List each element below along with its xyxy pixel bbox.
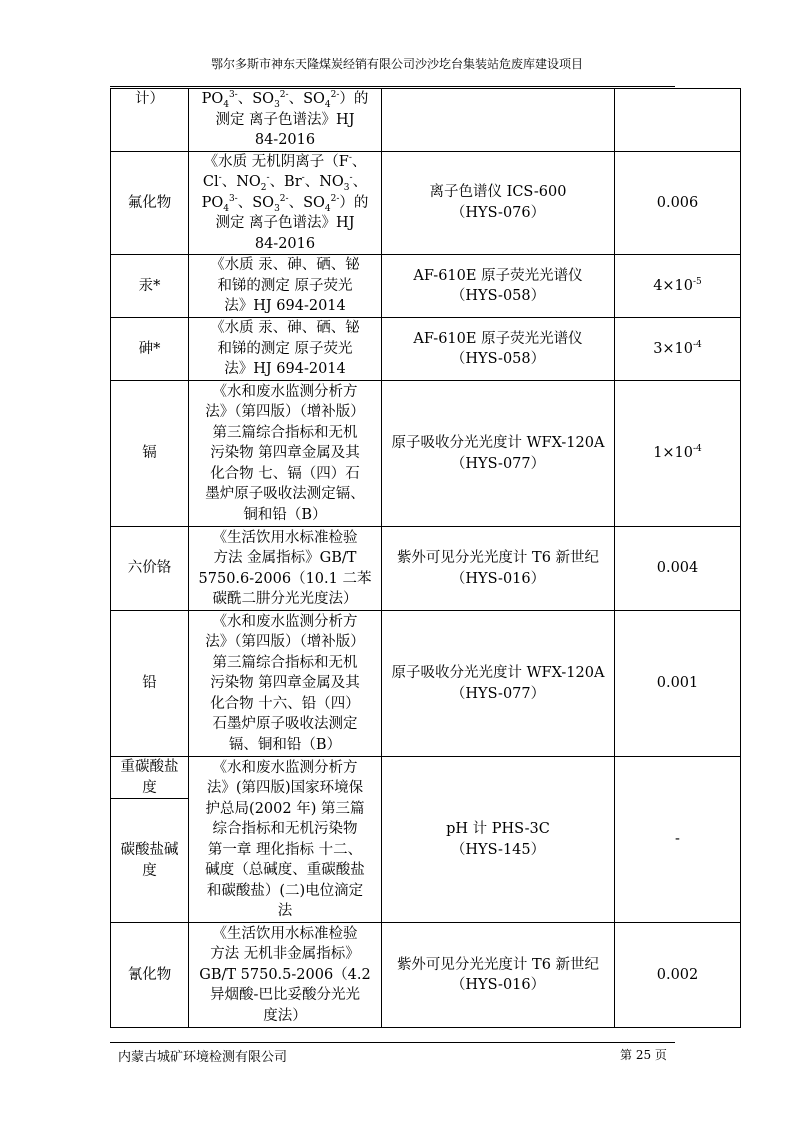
instrument-cell: 原子吸收分光光度计 WFX-120A （HYS-077） xyxy=(382,381,615,527)
instrument-cell: 紫外可见分光光度计 T6 新世纪 （HYS-016） xyxy=(382,527,615,611)
item-cell: 铅 xyxy=(111,611,189,757)
table-row xyxy=(111,923,741,1028)
limit-cell: 0.004 xyxy=(615,527,741,611)
method-cell: 《水和废水监测分析方 法》（第四版）（增补版） 第三篇综合指标和无机 污染物 第四章金属及其 化合物 七、镉（四）石 墨炉原子吸收法测定镉、 铜和铅（B） xyxy=(189,381,382,527)
instrument-cell xyxy=(382,89,615,152)
table-row xyxy=(111,318,741,381)
limit-cell: 0.006 xyxy=(615,151,741,255)
method-cell: 《水和废水监测分析方 法》(第四版)国家环境保 护总局(2002 年) 第三篇 综合指标和无机污染物 第一章 理化指标 十二、 碱度（总碱度、重碳酸盐 和碳酸盐）(二)电位滴定 法 xyxy=(189,757,382,923)
method-cell: 《生活饮用水标准检验 方法 金属指标》GB/T 5750.6-2006（10.1 二苯 碳酰二肼分光光度法） xyxy=(189,527,382,611)
method-cell: 《生活饮用水标准检验 方法 无机非金属指标》 GB/T 5750.5-2006（4.2 异烟酸-巴比妥酸分光光 度法） xyxy=(189,923,382,1028)
table-row xyxy=(111,89,741,152)
limit-cell: $3\times 10^{-4}$ xyxy=(615,318,741,381)
page-header: 鄂尔多斯市神东天隆煤炭经销有限公司沙沙圪台集装站危废库建设项目 xyxy=(210,57,583,71)
instrument-cell: 离子色谱仪 ICS-600 （HYS-076） xyxy=(382,151,615,255)
limit-cell: 0.001 xyxy=(615,611,741,757)
item-cell: 氟化物 xyxy=(111,151,189,255)
header-divider xyxy=(110,86,675,87)
table-row xyxy=(111,611,741,757)
limit-cell xyxy=(615,89,741,152)
footer-divider xyxy=(110,1042,675,1043)
method-cell: 《水质 汞、砷、硒、铋 和锑的测定 原子荧光 法》HJ 694-2014 xyxy=(189,255,382,318)
item-cell: 镉 xyxy=(111,381,189,527)
method-cell: $PO_4^{3-}$、$SO_3^{2-}$、$SO_4^{2-}$）的 测定 离子色谱法》HJ 84-2016 xyxy=(189,89,382,152)
table-row xyxy=(111,527,741,611)
method-cell: 《水质 无机阴离子（F-、 Cl-、$NO_2^-$、Br-、$NO_3^-$、 $PO_4^{3-}$、$SO_3^{2-}$、$SO_4^{2-}$）的 测定 离子色谱法》HJ 84-2016 xyxy=(189,151,382,255)
instrument-cell: 原子吸收分光光度计 WFX-120A （HYS-077） xyxy=(382,611,615,757)
instrument-cell: pH 计 PHS-3C （HYS-145） xyxy=(382,757,615,923)
table-row xyxy=(111,151,741,255)
table-row xyxy=(111,381,741,527)
item-cell: 砷* xyxy=(111,318,189,381)
limit-cell: $4\times 10^{-5}$ xyxy=(615,255,741,318)
instrument-cell: 紫外可见分光光度计 T6 新世纪 （HYS-016） xyxy=(382,923,615,1028)
limit-cell: 0.002 xyxy=(615,923,741,1028)
table-row xyxy=(111,255,741,318)
item-cell: 碳酸盐碱 度 xyxy=(111,799,189,923)
limit-cell: $1\times 10^{-4}$ xyxy=(615,381,741,527)
instrument-cell: AF-610E 原子荧光光谱仪 （HYS-058） xyxy=(382,318,615,381)
limit-cell: - xyxy=(615,757,741,923)
item-cell: 六价铬 xyxy=(111,527,189,611)
method-table xyxy=(110,88,741,1028)
method-cell: 《水质 汞、砷、硒、铋 和锑的测定 原子荧光 法》HJ 694-2014 xyxy=(189,318,382,381)
page-number: 第 25 页 xyxy=(620,1048,667,1062)
item-cell: 计） xyxy=(111,89,189,152)
footer-company: 内蒙古城矿环境检测有限公司 xyxy=(118,1050,288,1065)
method-cell: 《水和废水监测分析方 法》（第四版）（增补版） 第三篇综合指标和无机 污染物 第四章金属及其 化合物 十六、铅（四） 石墨炉原子吸收法测定 镉、铜和铅（B） xyxy=(189,611,382,757)
instrument-cell: AF-610E 原子荧光光谱仪 （HYS-058） xyxy=(382,255,615,318)
item-cell: 汞* xyxy=(111,255,189,318)
item-cell: 重碳酸盐 度 xyxy=(111,757,189,799)
table-row xyxy=(111,757,741,799)
item-cell: 氰化物 xyxy=(111,923,189,1028)
